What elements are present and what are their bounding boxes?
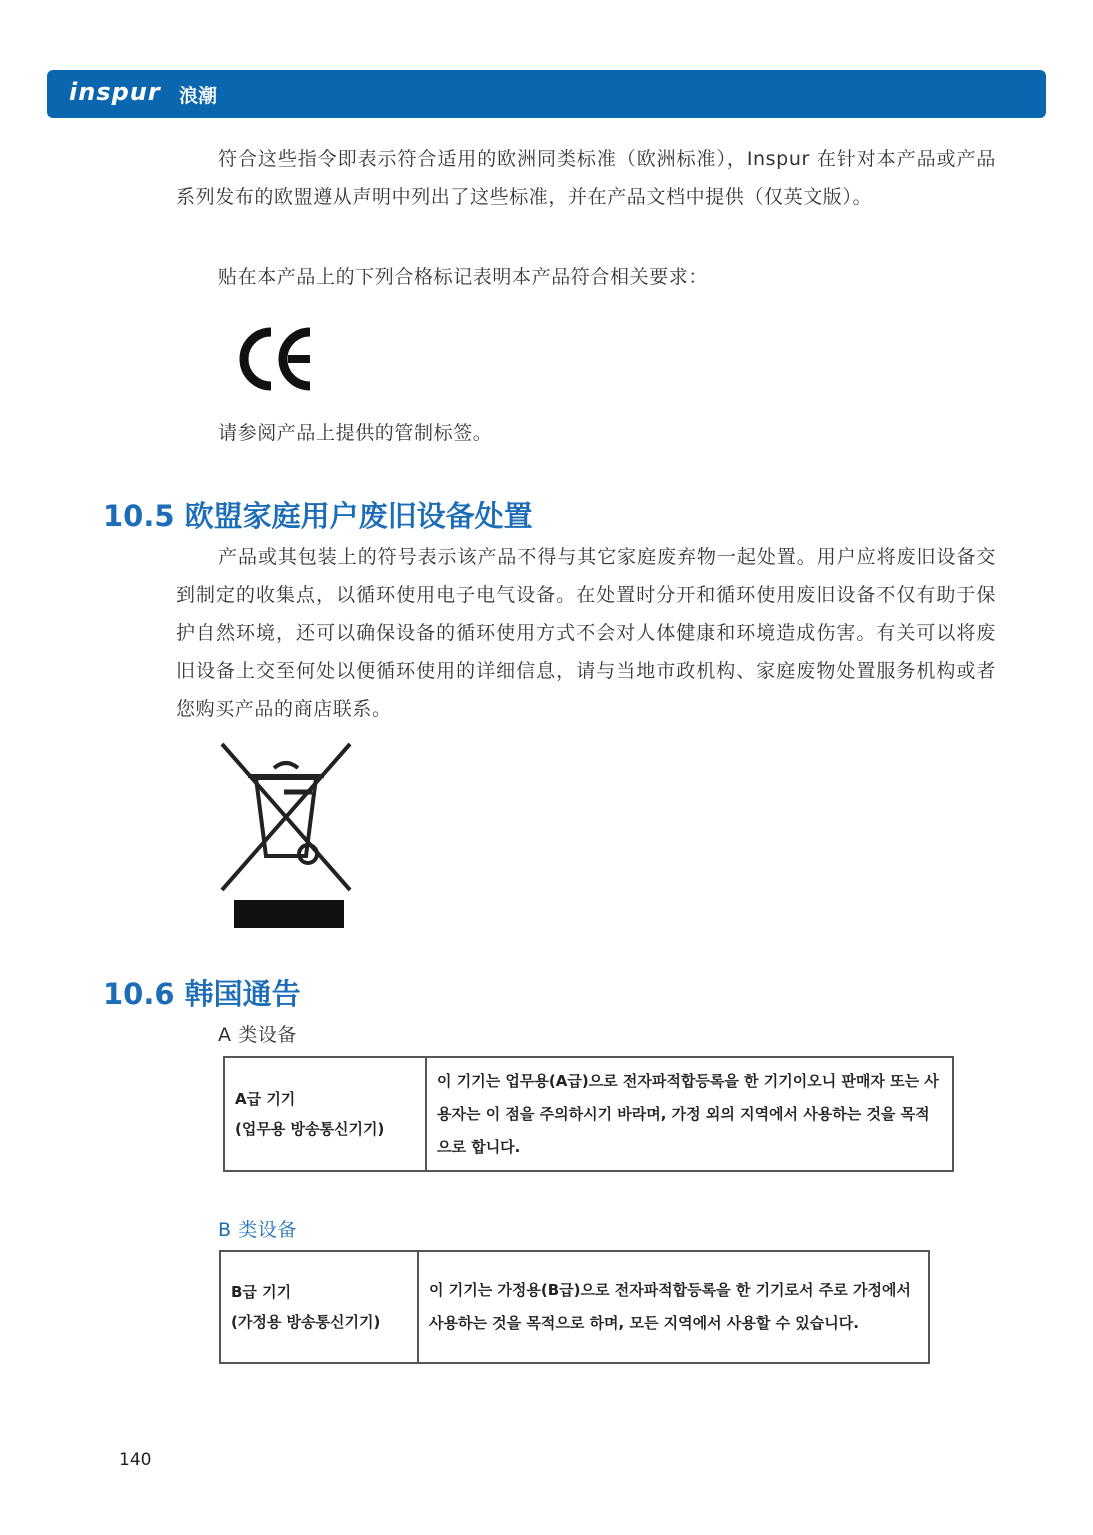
section-10-6-title: 10.6 韩国通告 bbox=[103, 977, 301, 1011]
inspur-logo-cn: 浪潮 bbox=[179, 85, 218, 107]
marking-paragraph: 贴在本产品上的下列合格标记表明本产品符合相关要求： bbox=[218, 266, 709, 288]
inspur-logo: inspur bbox=[69, 78, 161, 106]
section-10-5-body: 产品或其包装上的符号表示该产品不得与其它家庭废弃物一起处置。用户应将废旧设备交到制定的收集点，以循环使用电子电气设备。在处置时分开和循环使用废旧设备不仅有助于保护自然环境，还可以确保设备的循环使用方式不会对人体健康和环境造成伤害。有关可以将废旧设备上交至何处以便循环使用的详细信息，请与当地市政机构、家庭废物处置服务机构或者您购买产品的商店联系。 bbox=[176, 546, 996, 720]
class-a-notice: 이 기기는 업무용(A급)으로 전자파적합등록을 한 기기이오니 판매자 또는 사용자는 이 점을 주의하시기 바라며, 가정 외의 지역에서 사용하는 것을 목적으로 합니다. bbox=[426, 1057, 953, 1171]
page-number: 140 bbox=[119, 1450, 152, 1470]
class-b-notice: 이 기기는 가정용(B급)으로 전자파적합등록을 한 기기로서 주로 가정에서 사용하는 것을 목적으로 하며, 모든 지역에서 사용할 수 있습니다. bbox=[418, 1251, 929, 1363]
compliance-paragraph: 符合这些指令即表示符合适用的欧洲同类标准（欧洲标准），Inspur 在针对本产品或产品系列发布的欧盟遵从声明中列出了这些标准，并在产品文档中提供（仅英文版）。 bbox=[176, 148, 996, 208]
ce-mark-icon bbox=[238, 326, 318, 392]
weee-bin-icon bbox=[218, 740, 354, 932]
class-b-table bbox=[219, 1250, 930, 1364]
section-10-5-title: 10.5 欧盟家庭用户废旧设备处置 bbox=[103, 499, 533, 533]
header-bar bbox=[47, 70, 1046, 118]
class-b-category: B급 기기 (가정용 방송통신기기) bbox=[220, 1251, 418, 1363]
class-a-table bbox=[223, 1056, 954, 1172]
label-paragraph: 请参阅产品上提供的管制标签。 bbox=[218, 422, 493, 444]
class-a-label: A 类设备 bbox=[218, 1024, 298, 1046]
class-a-category: A급 기기 (업무용 방송통신기기) bbox=[224, 1057, 426, 1171]
class-b-label: B 类设备 bbox=[218, 1219, 298, 1241]
